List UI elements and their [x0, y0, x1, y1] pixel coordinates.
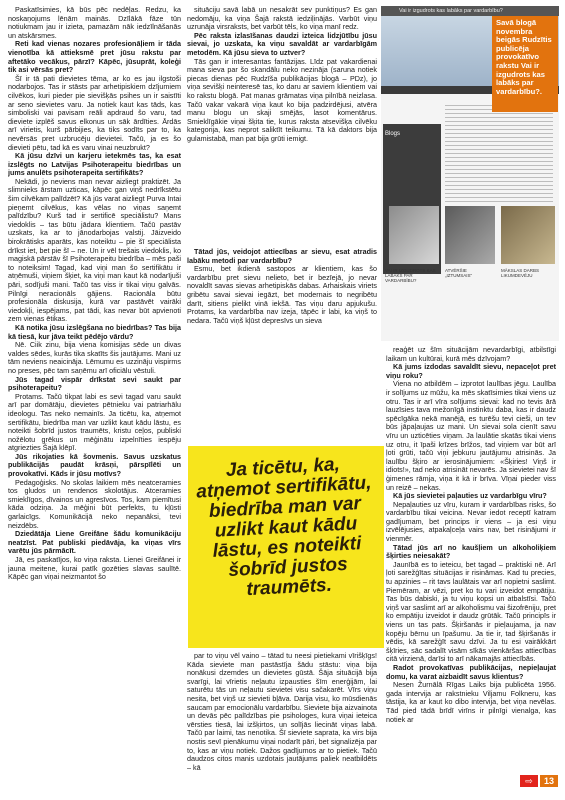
screenshot-thumb-1	[389, 206, 439, 264]
answer-paragraph: Jaunībā es to ieteicu, bet tagad – praktiski nē. Arī ļoti sarežģītas situācijas ir risināmas. Kad tu precies, tu apzinies – rit tavs laulātais var arī nopietni saslimt. Piemēram, ar vēzi, pret ko tu vari izveidot empātiju. Tas būs dabiski, ja tu viņu kopsi un atbalstīsi. Tačū viņš var saslimt arī ar alkoholismu vai šizofrēniju, pret ko empātiju izveidot ir daudz grūtāk. Tačū principīs ir viens un tas pats. Šķiršanās ir pieļaujama, ja nav kopēju bērnu un īpašumu. Ja tie ir, tad šķiršanās ir vēdis, kā sarežģīt savu dzīvi. Ja tu esi vairākkārt šķīries, sāc sadalīt visām sīkās vienkāršas attiecības citā virzienā, darīsi to arī nākamajās attiecībās.	[386, 559, 556, 664]
answer-paragraph: Jā, es paskatījos, ko viņa raksta. Lienei Greifānei ir jauna meitene, kurai patīk gozēties slavas saulītē. Kāpēc gan viņai neizmantot šo	[8, 555, 181, 582]
question-paragraph: Jūs tagad vispār drīkstat sevi saukt par psihoterapeitu?	[8, 374, 181, 393]
question-paragraph: Jūs rikojaties kā šovmenis. Savus uzskatus publikācijās paudāt krāsņi, pārspīlēti un provokatīvi. Kāds ir jūsu motīvs?	[8, 451, 181, 479]
screenshot-thumb-2	[445, 206, 495, 264]
answer-paragraph: Protams. Tačū tikpat labi es sevi tagad varu saukt arī par domātāju, dievietes pētnieku vai patriarhālu ideologu. Tas neko nemainīs. Ja ticētu, ka, atņemot sertifikātu, biedrība man var uzlikt kaut kādu lāstu, es noteikti šobrīd justos traumēts, kristu ceļos, publiski nožēlotu grēkus un mēģinātu izpelnīties iespēju atgriezties Šajā klēpī.	[8, 391, 181, 453]
answer-paragraph: Nesen Žurnālā Rīgas Laiks bija publicēta 1956. gada intervija ar rakstnieku Viljamu Folkneru, kas tāstija, ka ar kaut ko dibo intervija, bet viņa nevēlas. Tād pied tādā brīdī virīns ir pilnīgi vienalga, kas notiek ar	[386, 680, 556, 724]
answer-paragraph: Tās gan ir interesantas fantāzijas. Līdz pat vakardienai mana sieva par šo skandālu neko nezināja (saruna notiek piecas dienas pēc Rudzīša publikācijas blogā – PDz), jo viņa sevišķi neinteresē tas, ko daru ar saviem klientiem vai ko rakstu blogā. Pat manas grāmatas viņa pilnībā neizlasa. Tačū vakar vakarā viņa kaut ko bija padzirdējusi, atvēra manu blogu un skaji smējās, lasot komentārus. Smieklīgākie viņai šķita tie, kurus raksta atsevišķa cilvēku kategorija, kas neprot saliktīt teikumu. Tā kā daktors bija gulamistabā, man pat bija grūti iemigt.	[187, 56, 377, 143]
question-paragraph: Radot provokatīvas publikācijas, nepieļaujat domu, ka varat aizbaidīt savus klientus?	[386, 662, 556, 681]
question-paragraph: Tātad jūs arī no kaušļiem un alkoholiķiem šķirties neiesakāt?	[386, 542, 556, 561]
answer-paragraph: Paskatīsimies, kā būs pēc nedēļas. Redzu, ka noskaņojums lēnām mainās. Dzīlākā fāze tūn notiukmam jau ir izieta, pamazām nāk iedzīlnāšanās un atskārsmes.	[8, 6, 181, 40]
promo-box: Savā blogā novembra beigās Rudzītis publicēja provokatīvo rakstu Vai ir izgudrots kas labāks par vardarbību?.	[492, 16, 558, 112]
question-paragraph: Tātad jūs, veidojot attiecības ar sievu, esat atradis labāku metodi par vardarbību?	[187, 248, 377, 265]
question-paragraph: Kā jūs sievietei paļauties uz vardarbīgu vīru?	[393, 491, 547, 501]
answer-paragraph: Nekādi, jo neviens man nevar aizliegt praktizēt. Ja slimnieks ārstam uzticas, kāpēc gan viņš nedrīkstētu šim cilvēkam palīdzēt? Kā jūs varat aizliegt Purva Intai pieņemt cilvēkus, kas vēlas no viņas saņemt palīdzību? Kurš tad ir sertificē speciālistu? Mans viedoklis – tas būtu jādara klientiem. Tačū pastāv uzskats, ka ar to jānodarbojas valstij. Jāizveido birokrātisks aparāts, kas noteiktu – pie šī speciālista drīkst iet, bet pie šī – ne. Un ir vēl trešais viedoklis, ko magiskā pārstāv šī Psihoterapeitu biedrība – mēs paši to noteiksim! Tagad, kad viņi man šo sertifikātu ir atņēmuši, viņiem šķiet, ka viņi man kaut kā nodarījuši pāri, sodījuši mani. Tačū tas viss ir tikai viņu galvās. Pilnīgi neracionāls gājiens. Racionāla būtu profesionāla diskusija, kurā var pastāvēt vairāki viedokļi, iespējams, pat tādi, kas nevar būt apvienoti zem vienas ētikas.	[8, 176, 181, 324]
screenshot-text-block	[445, 102, 553, 202]
column-2-bottom	[187, 652, 377, 794]
screenshot-title-bar: Vai ir izgudrots kas labāks par vardarbību?	[381, 6, 559, 16]
column-2-top	[187, 6, 377, 246]
column-3	[386, 346, 556, 774]
pull-quote: Ja ticētu, ka, atņemot sertifikātu, biedrība man var uzlikt kaut kādu lāstu, es noteikti šobrīd justos traumēts.	[195, 454, 372, 601]
answer-paragraph: situāciju savā labā un nesakrāt sev punktiņus? Es gan nedomāju, ka viņa Šajā rakstā iedziļinājās. Varbūt viņu uzrunāja virsraksts, bet varbūt tēls, ko viņa manī redz.	[187, 6, 377, 32]
screenshot-thumb-3	[501, 206, 555, 264]
screenshot-caption-2: ATVĒRŠIE „IZTUMSAIS”	[445, 268, 472, 278]
column-2-middle	[187, 248, 377, 443]
question-paragraph: Kā jūsu dzīvi un karjeru ietekmēs tas, ka esat izslēgts no Latvijas Psihoterapeitu biedrības un jums anulēts psihoterapeita sertifikāts?	[8, 151, 181, 178]
question-paragraph: Pēc raksta izlasīšanas daudzi izteica lidzjūtību jūsu sievai, jo uzskata, ka viņu savaldāt ar vardarbīgām metodēm. Kā jūsu sieva to uztver?	[187, 30, 377, 57]
answer-paragraph: Šī ir tā pati dievietes tēma, ar ko es jau ilgstoši nodarbojos. Tas ir stāsts par arhetipiskiem dzījumiem cilvēkos, kuri pieder pie sievišķās psihes un ir saistīti ar seno sievietes varu. Ja notiek kaut kas tāds, kas simboliski vai pavisam reāli apdraud šo varu, tad dieviete izplēš savus elkonus un sāk ārdīties. Ārdās arī virietis, kurš pārbijies, ka tiks sodīts par to, ka nevērsās pret uzbrucēju dievietei. Tačū, ja es šo dievieti pētu, tad kā es varu vinai neuzbrukt?	[8, 73, 181, 152]
question-paragraph: Dziedātāja Liene Greifāne šādu komunikāciju neatzīst. Pat publiski piedāvāja, ka viņas vīrs varētu jūs pārmācīt.	[8, 529, 181, 556]
page-number: 13	[540, 775, 558, 787]
screenshot-caption-3: MĀKSLAS DARBS LIKUMDEVĒJU	[501, 268, 540, 278]
pull-quote-box	[188, 446, 384, 648]
answer-paragraph: par to viņu vēl vaino – tātad tu neesi pietiekami vīrišķīgs! Kāda sieviete man pastāstīja šādu stāstu: viņa bija nonākusi dzemdes un dievietes gūstā. Šāja situācijā bija svarīgi, lai vīrietis neļautu izpausties šīm enerģijām, lai saturētu tās un neļautu sievietei visu sačakarēt. Vīrs viņu nesita, bet viņš uz sievieti bļāva. Darija visu, ko mūsdienās saucam par emocionālu vardarbību. Sieviete bija aizvainota un devās pēc palīdzības pie psihologes, kura viņai ieteica vērsties tiesā, lai izšķirtos, un solījās liecināt viņas labā. Tačū par laimi, tas nenotika. Šī sieviete saprata, ka virs bija nostis sevī pienākumu viņai nodarīt pāri, bet signalizēja par to, kas ar viņu notiek. Dažos gadījumos ar to pietiek. Tačū daudzos citos manis uzdotais jautājums paliek neatbildēts – kā	[187, 652, 377, 772]
column-1	[8, 6, 181, 792]
question-paragraph: Kā jums izdodas savaldīt sievu, nepaceļot pret viņu roku?	[386, 362, 556, 380]
answer-paragraph: Pedagoģisks. No skolas laikiem mēs neatceramies tos gludos un rendenos skolotājus. Atceramies smieklīgos, dīvainos un agresīvos. Tos, kam piemītusi kāda odziņa. Ja mēģini būt perfekts, tu kļūsti garlaicīgs. Komunikācijā neko nepanāksi, tevi neizdēbs.	[8, 477, 181, 530]
answer-paragraph: Esmu, bet ikdienā sastopos ar klientiem, kas šo vardarbību pret sievu nelieto, bet ir bezīejā, jo nevar novaldīt savas sievas arhetipiskās dabas. Arhaiskais viriets gribētu savai sievai iegāzt, bet modernais to negribētu darīt, sitiens pielikt vinā iekšā. Tas viņu daru apjukušu. Protams, ka vardarbība nav izeja, tāpēc ir labi, ka viņš to nedara. Tačū viņš kļūst depresīvs un sieva	[187, 264, 377, 325]
continue-arrow-icon: ⇨	[520, 775, 538, 787]
answer-paragraph: reaģēt uz šīm situācijām nevardarbīgi, atbilstīgi laikam un kultūrai, kurā mēs dzīvojam?	[386, 346, 556, 363]
answer-paragraph: Viena no atbildēm – izprotot laulības jēgu. Laulība ir solījums uz mūžu, ka mēs skatīsimies tikai viens uz otru. Tas ir arī vīra solījums sievai: kad no tevis ārā lauzīsies tava mežonīgā instinktu daba, kas ir daudz spēcīgāka nekā manējā, es turēšu tevi cieši, un tev būs jāpaļaujas uz mani. Un sievai sola cienīt savu vīru un uzticēties viņam. Ja laulātie skatās tikai viens uz otru, it īpaši krīzes brīžos, tad viņiem var būt arī ļoti grūti, tačū viņi jebkuru jautājumu atrisinās. Ja laulību šķiro ar ierosinājumiem: «Šķiries! Viņš ir idiots!», tad neko atrisināt nevarēs. Ja sievietei nav šī ģimenes rāmja, viņa it kā ir brīva. Vīņai pieder viss un reizē – nekas.	[386, 379, 556, 492]
question-paragraph: Reti kad vienas nozares profesionāļiem ir tāda vienotība kā attieksmē pret jūsu rakstu par aftetāko vecākus, pārzī? Kāpēc, jūsuprāt, koleģi tik asi vērsās pret?	[8, 39, 181, 75]
screenshot-caption-1: VAI IR IZGUDROTS KAS LABĀKS PAR VARDARBĪBU?	[385, 268, 436, 283]
question-paragraph: Kā notika jūsu izslēgšana no biedrības? Tas bija kā tiesā, kur jāva teikt pēdējo vārdu?	[8, 322, 181, 341]
screenshot-blogs-label: Blogs	[385, 131, 401, 137]
answer-paragraph: Nepaļauties uz vīru, kuram ir vardarbības risks, šo vardarbību tikai veicina. Nevar iedot receptī katram gadījumam, bet princips ir viens – ja esi viņu izvēlējusies, atpakaļceļa vairs nav, bet risinājumi ir vienmēr.	[386, 499, 556, 544]
answer-paragraph: Nē. Ciik zinu, bija viena komisijas sēde un divas valdes sēdes, kurās tika skatīts šis jautājums. Mani uz tām neviens neaicināja. Lēmumu es uzzināju vispirms no preses, pēc tam saņēmu arī oficiālu vēstuli.	[8, 340, 181, 375]
